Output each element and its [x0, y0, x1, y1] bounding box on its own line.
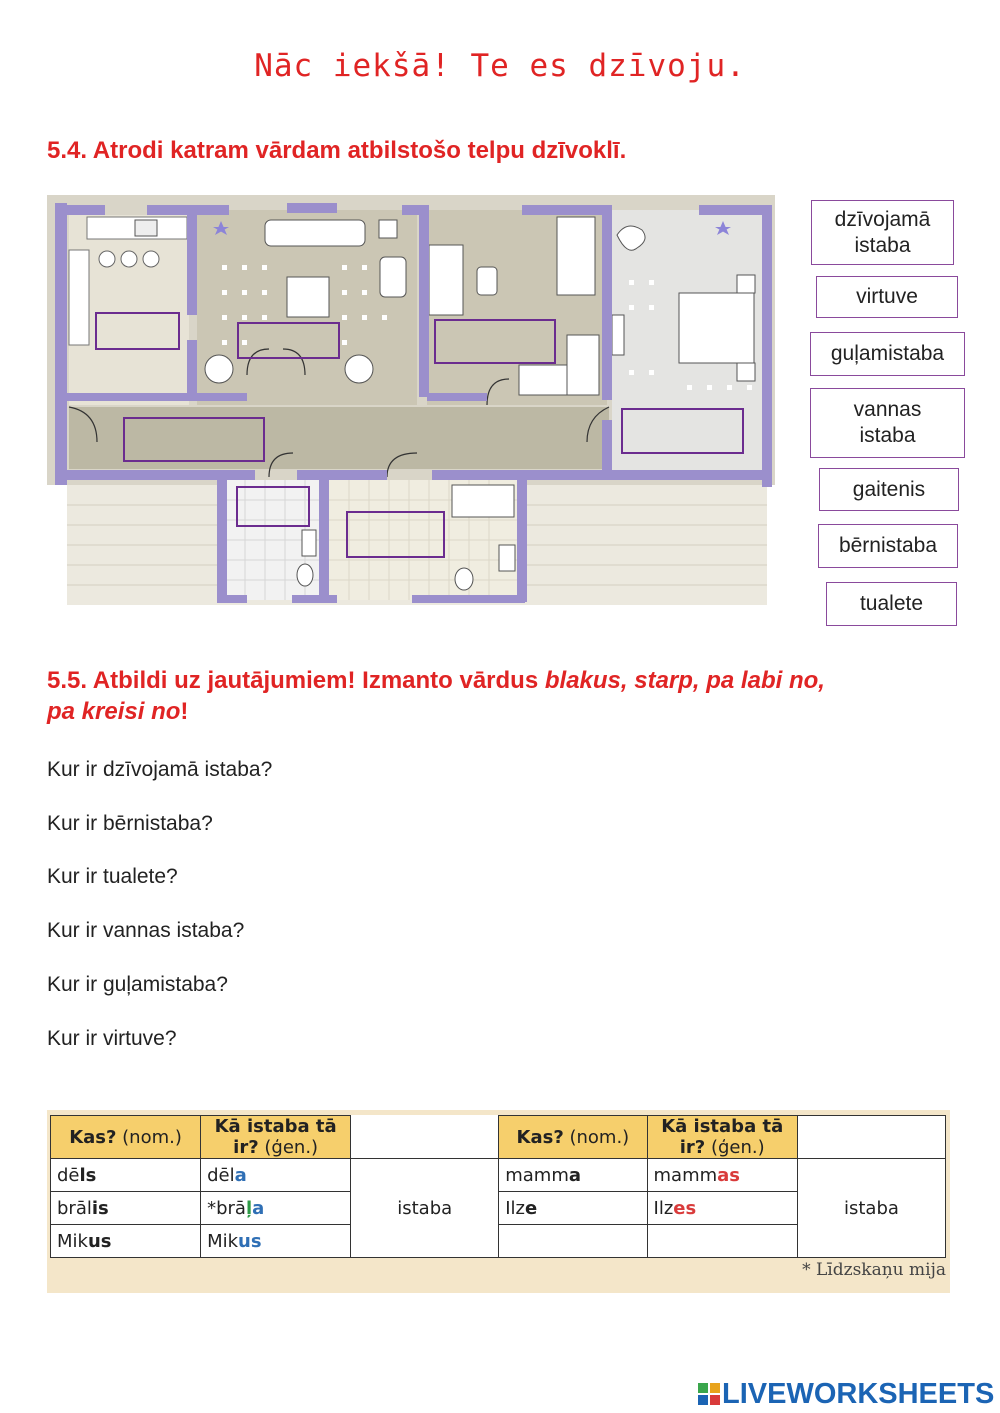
empty-cell	[499, 1225, 647, 1258]
question: Kur ir dzīvojamā istaba?	[47, 758, 273, 781]
wall	[297, 470, 387, 480]
question: Kur ir virtuve?	[47, 1027, 177, 1050]
grammar-table-panel	[47, 1110, 950, 1293]
wall	[602, 205, 612, 400]
drop-zone-bathroom[interactable]	[346, 511, 445, 558]
nominative-cell: brālis	[51, 1192, 201, 1225]
nominative-cell: Mikus	[51, 1225, 201, 1258]
table-row	[51, 1159, 946, 1192]
column-header: Kas? (nom.)	[499, 1116, 647, 1159]
genitive-cell: mammas	[647, 1159, 797, 1192]
wall	[412, 595, 525, 603]
word-card-corridor[interactable]: gaitenis	[819, 468, 959, 511]
wall	[419, 205, 429, 397]
word-card-toilet[interactable]: tualete	[826, 582, 957, 626]
footnote: * Līdzskaņu mija	[802, 1260, 946, 1280]
column-header: Kā istaba tā ir? (ģen.)	[201, 1116, 351, 1159]
wall	[55, 203, 67, 485]
wall	[762, 205, 772, 487]
column-header: Kas? (nom.)	[51, 1116, 201, 1159]
drop-zone-living-room[interactable]	[237, 322, 340, 359]
drop-zone-corridor[interactable]	[123, 417, 265, 462]
wall	[187, 340, 197, 400]
istaba-cell: istaba	[797, 1159, 945, 1258]
column-header: Kā istaba tā ir? (ģen.)	[647, 1116, 797, 1159]
genitive-cell: dēla	[201, 1159, 351, 1192]
word-card-living-room[interactable]: dzīvojamā istaba	[811, 200, 954, 265]
question: Kur ir guļamistaba?	[47, 973, 228, 996]
wall	[55, 205, 105, 215]
question: Kur ir bērnistaba?	[47, 812, 213, 835]
wall	[217, 595, 247, 603]
drop-zone-childrens-room[interactable]	[434, 319, 556, 364]
grammar-table	[50, 1115, 946, 1258]
wall	[432, 470, 772, 480]
wall	[522, 205, 607, 215]
liveworksheets-logo	[698, 1378, 994, 1411]
heading-keywords: blakus, starp, pa labi no,	[544, 667, 825, 694]
genitive-cell: Mikus	[201, 1225, 351, 1258]
drop-zone-kitchen[interactable]	[95, 312, 180, 350]
logo-icon	[698, 1383, 720, 1405]
column-header-empty	[351, 1116, 499, 1159]
wall	[187, 215, 197, 315]
word-card-bathroom[interactable]: vannas istaba	[810, 388, 965, 458]
genitive-cell: Ilzes	[647, 1192, 797, 1225]
exercise-54-heading: 5.4. Atrodi katram vārdam atbilstošo telpu dzīvoklī.	[47, 137, 627, 164]
empty-cell	[647, 1225, 797, 1258]
column-header-empty	[797, 1116, 945, 1159]
word-card-bedroom[interactable]: guļamistaba	[810, 332, 965, 376]
heading-text: !	[180, 698, 189, 725]
page-title: Nāc iekšā! Te es dzīvoju.	[254, 48, 746, 84]
drop-zone-toilet[interactable]	[236, 486, 310, 527]
logo-text: LIVEWORKSHEETS	[722, 1378, 995, 1410]
wall	[602, 420, 612, 470]
wall	[292, 595, 337, 603]
wall	[319, 470, 329, 602]
word-card-childrens-room[interactable]: bērnistaba	[818, 524, 958, 568]
nominative-cell: Ilze	[499, 1192, 647, 1225]
drop-zone-bedroom[interactable]	[621, 408, 744, 454]
wall	[287, 203, 337, 213]
nominative-cell: dēls	[51, 1159, 201, 1192]
wall	[517, 470, 527, 602]
wall	[67, 393, 247, 401]
exercise-55-heading	[47, 665, 947, 727]
table-header-row	[51, 1116, 946, 1159]
heading-text: 5.5. Atbildi uz jautājumiem! Izmanto vārdus	[47, 667, 545, 694]
wall	[427, 393, 487, 401]
question: Kur ir vannas istaba?	[47, 919, 245, 942]
genitive-cell: *brāļa	[201, 1192, 351, 1225]
istaba-cell: istaba	[351, 1159, 499, 1258]
floor-plan	[47, 195, 775, 605]
heading-keywords: pa kreisi no	[47, 698, 181, 725]
word-card-kitchen[interactable]: virtuve	[816, 276, 958, 318]
wall	[147, 205, 229, 215]
question: Kur ir tualete?	[47, 865, 178, 888]
wall	[699, 205, 771, 215]
nominative-cell: mamma	[499, 1159, 647, 1192]
wall	[217, 470, 227, 602]
